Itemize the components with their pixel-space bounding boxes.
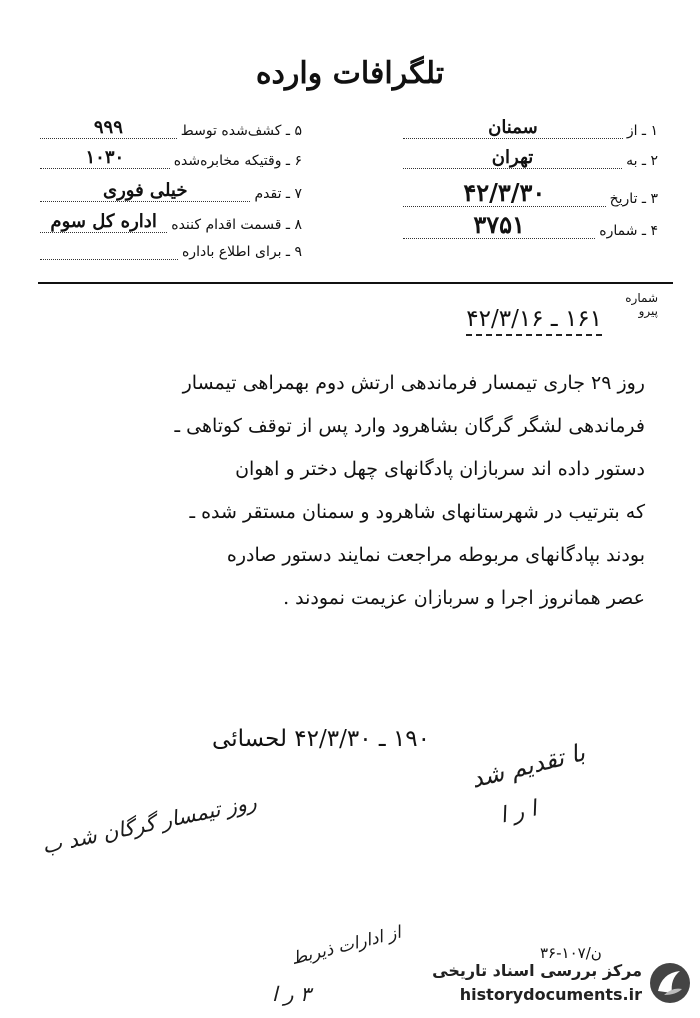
field-decoded-by xyxy=(40,118,302,139)
field-label: ۹ ـ برای اطلاع باداره xyxy=(181,244,302,260)
field-transmitted-time xyxy=(40,148,302,169)
field-label: ۳ ـ تاریخ xyxy=(609,191,658,208)
document-title: تلگرافات وارده xyxy=(255,56,445,91)
handwritten-note: با تقدیم شد xyxy=(468,738,588,794)
reference-label xyxy=(625,292,658,318)
field-value: ۹۹۹ xyxy=(40,118,177,139)
field-label: ۸ ـ قسمت اقدام کننده xyxy=(171,216,302,233)
field-label: ۱ ـ از xyxy=(626,122,658,139)
handwritten-note: ا ر ا xyxy=(497,796,540,829)
watermark xyxy=(415,955,700,1015)
message-body xyxy=(75,362,645,620)
field-value: خیلی فوری xyxy=(40,181,250,202)
handwritten-note: ۳ ر ا xyxy=(272,982,311,1006)
field-number xyxy=(403,212,658,239)
field-to xyxy=(403,148,658,169)
field-value: تهران xyxy=(403,148,622,169)
field-value xyxy=(40,245,178,260)
footer-code: ۱۹۰ ـ ۴۲/۳/۳۰ لحسائی xyxy=(212,726,430,752)
handwritten-note: روز تیمسار گرگان شد ب xyxy=(39,789,259,859)
body-line: فرماندهی لشگر گرگان بشاهرود وارد پس از توقف کوتاهی ـ xyxy=(174,415,645,437)
body-line: که بترتیب در شهرستانهای شاهرود و سمنان مستقر شده ـ xyxy=(189,501,645,523)
field-priority xyxy=(40,181,302,202)
body-line: روز ۲۹ جاری تیمسار فرماندهی ارتش دوم بهمراهی تیمسار xyxy=(182,372,645,394)
field-value: اداره کل سوم xyxy=(40,212,167,233)
watermark-url: historydocuments.ir xyxy=(459,985,642,1004)
field-label: ۷ ـ تقدم xyxy=(254,185,302,202)
archive-logo-icon xyxy=(648,961,692,1005)
field-label: ۴ ـ شماره xyxy=(599,223,658,240)
reference-label-follow: پیرو xyxy=(638,304,658,319)
field-value: ۳۷۵۱ xyxy=(403,212,595,239)
body-line: بودند بپادگانهای مربوطه مراجعت نمایند دستور صادره xyxy=(226,544,645,566)
field-label: ۵ ـ کشف‌شده توسط xyxy=(180,122,302,139)
reference-number: ۱۶۱ ـ ۴۲/۳/۱۶ xyxy=(466,306,602,336)
field-value: ۱۰۳۰ xyxy=(40,148,170,169)
document-id: ۳۶-۱۰۷/ن xyxy=(540,944,602,962)
field-value: ۴۲/۳/۳۰ xyxy=(403,180,606,207)
handwritten-note: از ادارات ذیربط xyxy=(289,922,404,970)
reference-label-number: شماره xyxy=(625,291,658,305)
watermark-text: مرکز بررسی اسناد تاریخی xyxy=(432,961,642,980)
body-line: دستور داده اند سربازان پادگانهای چهل دختر و اهوان xyxy=(235,458,645,480)
field-from xyxy=(403,118,658,139)
field-label: ۶ ـ وقتیکه مخابره‌شده xyxy=(173,152,302,169)
field-value: سمنان xyxy=(403,118,623,139)
field-label: ۲ ـ به xyxy=(626,152,658,169)
field-date xyxy=(403,180,658,207)
body-line: عصر همانروز اجرا و سربازان عزیمت نمودند . xyxy=(283,587,645,609)
header-divider xyxy=(38,282,673,284)
field-action-section xyxy=(40,212,302,233)
field-for-info xyxy=(40,244,302,260)
